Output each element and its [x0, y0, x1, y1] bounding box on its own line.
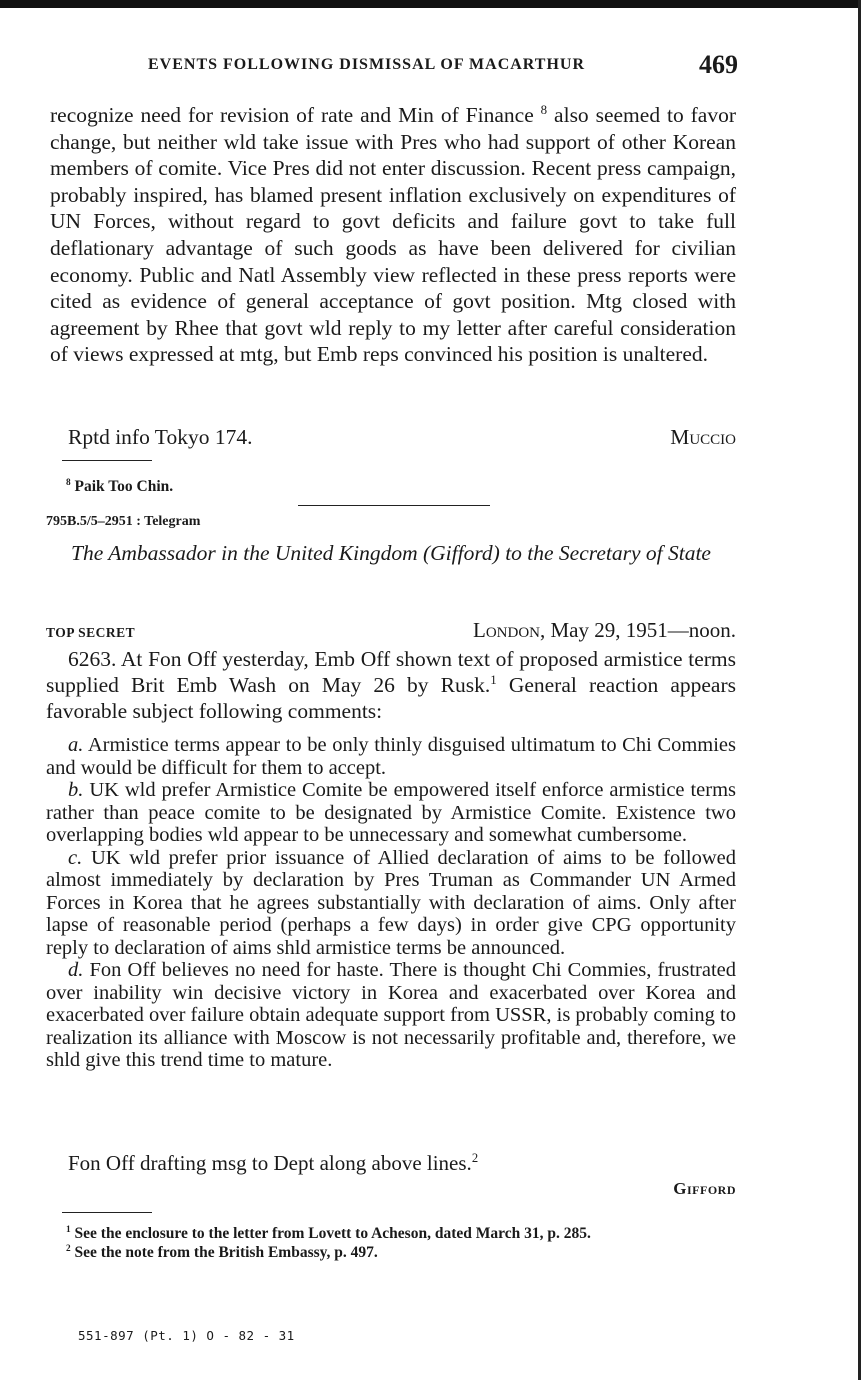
paragraph-continuation: [50, 102, 736, 368]
date: , May 29, 1951—noon.: [540, 618, 736, 642]
item-label: b.: [68, 779, 84, 801]
footnote-rule: [62, 460, 152, 461]
list-item: [46, 734, 736, 779]
item-text: Fon Off believes no need for haste. There is thought Chi Commies, frustrated over inability win decisive victory in Korea and exacerbated over Korea and exacerbated over failure obtain adequate support from USSR, is probably coming to realization its alliance with Moscow is not necessarily profitable and, therefore, we shld give this trend time to mature.: [46, 959, 737, 1071]
item-label: a.: [68, 734, 84, 756]
comments-list: [46, 734, 736, 1072]
signature-gifford: Gifford: [673, 1179, 736, 1198]
print-imprint: 551-897 (Pt. 1) O - 82 - 31: [78, 1328, 295, 1343]
page-top-border: [0, 0, 861, 8]
item-label: d.: [68, 959, 84, 981]
document-title: The Ambassador in the United Kingdom (Gifford) to the Secretary of State: [71, 541, 711, 565]
section-divider: [298, 505, 490, 506]
page-number: 469: [699, 50, 738, 79]
item-text: UK wld prefer Armistice Comite be empowered itself enforce armistice terms rather than peace comite to be designated by Armistice Comite. Existence two overlapping bodies wld appear to be unnecessary and somewhat cumbersome.: [46, 779, 737, 846]
footnote-mark: 8: [66, 477, 71, 488]
item-text: Armistice terms appear to be only thinly disguised ultimatum to Chi Commies and would be difficult for them to accept.: [46, 734, 737, 779]
footnote-8: [66, 478, 746, 496]
footnote-1: [66, 1224, 756, 1243]
footnote-ref-2: 2: [471, 1151, 479, 1165]
place: London: [473, 618, 540, 642]
footnote-ref-8: 8: [540, 102, 548, 117]
repeated-info: Rptd info Tokyo 174.: [68, 425, 253, 449]
footnote-mark: 2: [66, 1243, 71, 1254]
footnote-2: [66, 1243, 756, 1262]
footnote-text: See the enclosure to the letter from Lovett to Acheson, dated March 31, p. 285.: [74, 1225, 591, 1242]
footnote-text: Paik Too Chin.: [74, 478, 174, 495]
item-label: c.: [68, 846, 83, 869]
dateline: [473, 618, 736, 643]
footnotes: [66, 1224, 756, 1262]
classification-line: [46, 618, 736, 643]
list-item: [46, 779, 736, 847]
item-text: UK wld prefer prior issuance of Allied declaration of aims to be followed almost immediately by declaration by Pres Truman as Commander UN Armed Forces in Korea that he agrees substantially with declaration of aims. Only after lapse of reasonable period (perhaps a few days) in order give CPG opportunity reply to declaration of aims shld armistice terms be announced.: [46, 846, 737, 959]
running-head: [148, 50, 738, 79]
intro-text-cont: General reaction appears favorable subject following comments:: [46, 673, 736, 723]
footnote-text: See the note from the British Embassy, p. 497.: [74, 1244, 378, 1261]
telegram-intro: [46, 646, 736, 724]
running-head-title: EVENTS FOLLOWING DISMISSAL OF MACARTHUR: [148, 56, 586, 73]
classification: TOP SECRET: [46, 625, 136, 640]
signature-muccio: Muccio: [670, 425, 736, 449]
footnote-mark: 1: [66, 1224, 71, 1235]
paragraph-text: recognize need for revision of rate and Min of Finance: [50, 103, 534, 127]
closing-line: [68, 1151, 478, 1176]
paragraph-text-cont: also seemed to favor change, but neither wld take issue with Pres who had support of other Korean members of comite. Vice Pres did not enter discussion. Recent press campaign, probably inspired, has blamed present inflation exclusively on expenditures of UN Forces, without regard to govt deficits and failure govt to take full deflationary advantage of such goods as have been delivered for civilian economy. Public and Natl Assembly view reflected in these press reports were cited as evidence of general acceptance of govt position. Mtg closed with agreement by Rhee that govt wld reply to my letter after careful consideration of views expressed at mtg, but Emb reps convinced his position is unaltered.: [50, 103, 736, 367]
list-item: [46, 847, 736, 960]
repeated-info-line: [68, 425, 736, 450]
closing-text: Fon Off drafting msg to Dept along above lines.: [68, 1151, 472, 1175]
list-item: [46, 959, 736, 1072]
document-reference: 795B.5/5–2951 : Telegram: [46, 514, 201, 529]
intro-text: 6263. At Fon Off yesterday, Emb Off shown text of proposed armistice terms supplied Brit Emb Wash on May 26 by Rusk.: [46, 647, 736, 697]
footnote-ref-1: 1: [490, 672, 497, 687]
footnote-rule-2: [62, 1212, 152, 1213]
